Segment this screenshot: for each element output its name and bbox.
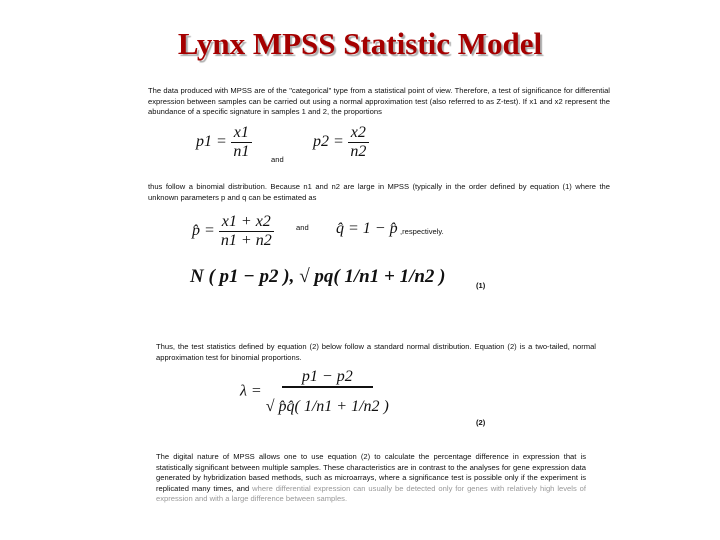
equation-p1 (196, 124, 252, 161)
conclusion-text: The digital nature of MPSS allows one to use equation (2) to calculate the percentage difference in expression that is statistically significant between multiple samples. These characteristics are in contrast to the analyses for gene expression data generated by hybridization based methods, such as microarrays, where a significance test is possible only if the experiment is replicated many times, and (156, 452, 586, 493)
equation-2-label: (2) (476, 418, 486, 427)
eq-numerator: p1 − p2 (282, 368, 373, 388)
test-statistic-paragraph: Thus, the test statistics defined by equation (2) below follow a standard normal distribution. Equation (2) is a two-tailed, normal approximation test for binomial proportions. (156, 342, 596, 362)
conclusion-paragraph (156, 452, 586, 505)
eq-numerator: x2 (348, 124, 369, 143)
eq-denominator: n1 + n2 (220, 232, 272, 249)
equation-1: N ( p1 − p2 ), √ pq( 1/n1 + 1/n2 ) (190, 266, 446, 287)
slide-title: Lynx MPSS Statistic Model (177, 26, 543, 61)
equation-1-label: (1) (476, 281, 486, 290)
eq-denominator: √ p̂q̂( 1/n1 + 1/n2 ) (265, 398, 389, 415)
eq-lhs: p̂ = (192, 222, 215, 240)
eq-lhs: p2 = (313, 133, 344, 151)
and-label: and (271, 155, 284, 164)
eq-numerator: x1 + x2 (219, 213, 274, 232)
binomial-paragraph: thus follow a binomial distribution. Because n1 and n2 are large in MPSS (typically in the order defined by equation (1) where the unknown parameters p and q can be estimated as (148, 182, 610, 202)
eq-denominator: n2 (350, 143, 367, 160)
equation-qhat: q̂ = 1 − p̂ (336, 220, 398, 237)
intro-paragraph: The data produced with MPSS are of the "categorical" type from a statistical point of view. Therefore, a test of significance for differential expression between samples can be carried out using a normal approximation test (also referred to as Z-test). If x1 and x2 represent the abundance of a specific signature in samples 1 and 2, the proportions (148, 86, 610, 117)
equation-2 (240, 368, 389, 416)
eq-lhs: λ = (240, 382, 262, 400)
equation-phat (192, 213, 274, 250)
eq-numerator: x1 (231, 124, 252, 143)
and-label: and (296, 223, 309, 232)
equation-p2 (313, 124, 369, 161)
eq-lhs: p1 = (196, 133, 227, 151)
eq-denominator: n1 (233, 143, 250, 160)
conclusion-text-gray: where differential expression can usually be detected only for genes with relatively high levels of expression and with a large difference between samples. (156, 483, 587, 504)
respectively-label: ,respectively. (400, 227, 444, 236)
